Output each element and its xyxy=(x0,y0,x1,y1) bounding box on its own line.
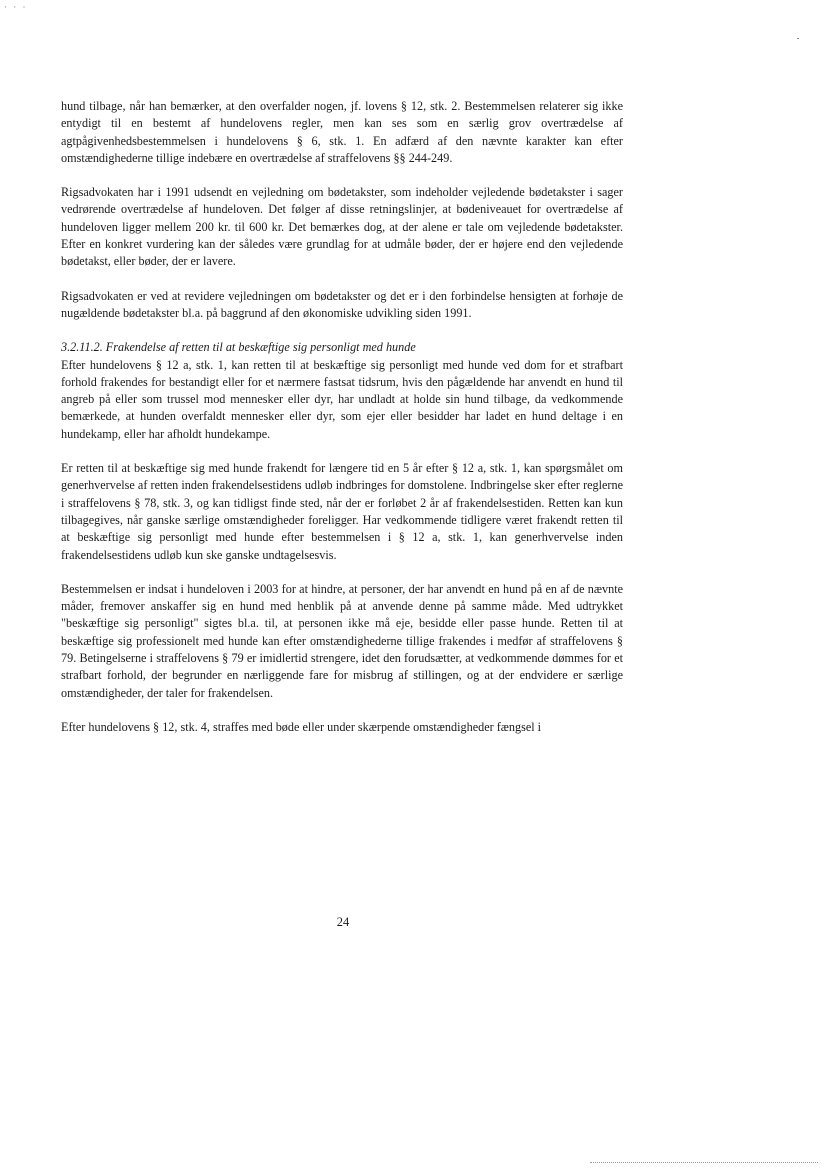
paragraph-fine-revision: Rigsadvokaten er ved at revidere vejledningen om bødetakster og det er i den forbindelse hensigten at forhøje de nugældende bødetakster bl.a. på baggrund af den økonomiske udvikling siden 1991. xyxy=(61,288,623,320)
paragraph-reacquisition: Er retten til at beskæftige sig med hunde frakendt for længere tid en 5 år efter § 12 a, stk. 1, kan spørgsmålet om generhvervelse af retten inden frakendelsestidens udløb indbringes for domstolene. Indbringelse sker efter reglerne i straffelovens § 78, stk. 3, og kan tidligst finde sted, når der er forløbet 2 år af frakendelsestiden. Retten kan kun tilbagegives, når ganske særlige omstændigheder foreligger. Har vedkommende tidligere været frakendt retten til at beskæftige sig personligt med hunde efter bestemmelsen i § 12 a, stk. 1, kan generhvervelse inden frakendelsestidens udløb kun ske ganske undtagelsesvis. xyxy=(61,461,623,562)
scan-speck xyxy=(797,38,799,39)
paragraph-penalty: Efter hundelovens § 12, stk. 4, straffes med bøde eller under skærpende omstændigheder fængsel i xyxy=(61,719,542,734)
section-heading: 3.2.11.2. Frakendelse af retten til at beskæftige sig personligt med hunde xyxy=(61,340,416,355)
paragraph-continuation: hund tilbage, når han bemærker, at den overfalder nogen, jf. lovens § 12, stk. 2. Bestemmelsen relaterer sig ikke entydigt til en bestemt af hundelovens regler, men kan ses som en særlig grov overtrædelse af agtpågivenhedsbestemmelsen i hundelovens § 6, stk. 1. En adfærd af den nævnte karakter kan efter omstændighederne tillige indebære en overtrædelse af straffelovens §§ 244-249. xyxy=(61,99,623,165)
page-body xyxy=(61,98,623,736)
paragraph-purpose: Bestemmelsen er indsat i hundeloven i 2003 for at hindre, at personer, der har anvendt en hund på en af de nævnte måder, fremover anskaffer sig en hund med henblik på at anvende denne på samme måde. Med udtrykket "beskæftige sig personligt" sigtes bl.a. til, at personen ikke må eje, besidde eller passe hunde. Retten til at beskæftige sig professionelt med hunde kan efter omstændighederne tillige frakendes i medfør af straffelovens § 79. Betingelserne i straffelovens § 79 er imidlertid strengere, idet den forudsætter, at vedkommende dømmes for et strafbart forhold, der begrunder en nærliggende fare for misbrug af stillingen, og at der endvidere er særlige omstændigheder, der taler for frakendelsen. xyxy=(61,581,623,700)
scan-artifact-dots: · · · xyxy=(4,2,28,12)
paragraph-disqualification-rule: Efter hundelovens § 12 a, stk. 1, kan retten til at beskæftige sig personligt med hunde ved dom for et strafbart forhold frakendes for bestandigt eller for et nærmere fastsat tidsrum, hvis den pågældende har anvendt en hund til angreb på eller som trussel mod mennesker eller dyr, har undladt at holde sin hund tilbage, da vedkommende bemærkede, at hunden overfaldt mennesker eller dyr, som ejer eller besidder har ladet en hund deltage i en hundekamp, eller har afholdt hundekampe. xyxy=(61,357,623,441)
scan-edge-line xyxy=(590,1162,818,1163)
section-disqualification xyxy=(61,339,623,443)
page-number: 24 xyxy=(336,915,350,929)
paragraph-fine-guidelines: Rigsadvokaten har i 1991 udsendt en vejledning om bødetakster, som indeholder vejledende bødetakster i sager vedrørende overtrædelse af hundeloven. Det følger af disse retningslinjer, at bødeniveauet for overtrædelse af hundeloven ligger mellem 200 kr. til 600 kr. Det bemærkes dog, at der alene er tale om vejledende bødetakster. Efter en konkret vurdering kan der således være grundlag for at udmåle bøder, der er højere end den vejledende bødetakst, eller bøder, der er lavere. xyxy=(61,185,623,269)
